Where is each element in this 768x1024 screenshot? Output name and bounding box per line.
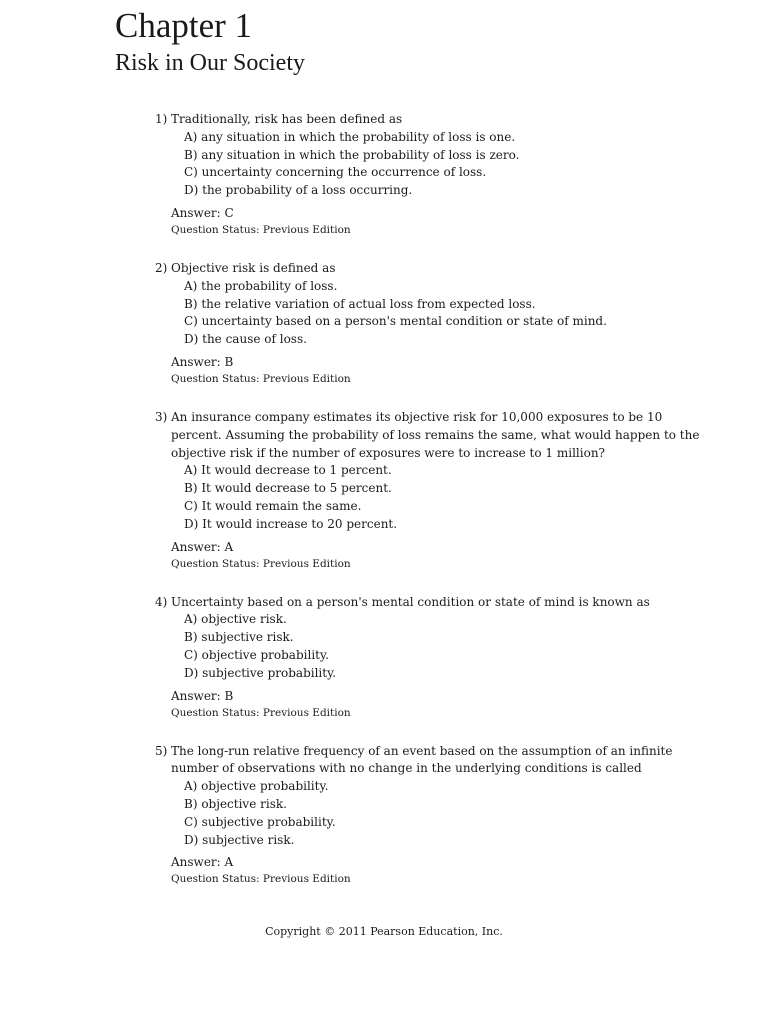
question-list (155, 111, 700, 909)
answer-line: Answer: B (171, 354, 234, 369)
question-5 (155, 743, 700, 888)
question-number: 4) (155, 594, 168, 609)
option-a: A) any situation in which the probability of loss is one. (184, 129, 516, 144)
option-d: D) the cause of loss. (184, 332, 307, 347)
answer-line: Answer: C (171, 205, 234, 220)
question-status: Question Status: Previous Edition (171, 372, 351, 385)
option-c: C) uncertainty concerning the occurrence of loss. (184, 165, 487, 180)
option-a: A) objective risk. (184, 612, 287, 627)
option-d: D) the probability of a loss occurring. (184, 183, 413, 198)
option-c: C) objective probability. (184, 647, 329, 662)
option-b: B) It would decrease to 5 percent. (184, 481, 392, 496)
question-status: Question Status: Previous Edition (171, 873, 351, 886)
option-list (155, 462, 700, 533)
option-c: C) It would remain the same. (184, 498, 362, 513)
answer-line: Answer: B (171, 688, 234, 703)
question-stem: Objective risk is defined as (171, 260, 336, 275)
chapter-subtitle: Risk in Our Society (115, 50, 305, 76)
question-status: Question Status: Previous Edition (171, 557, 351, 570)
option-list (155, 278, 700, 349)
question-stem: Traditionally, risk has been defined as (171, 112, 403, 126)
question-number: 3) (155, 409, 168, 424)
question-3 (155, 409, 700, 572)
question-stem: The long-run relative frequency of an event based on the assumption of an infinite number of observations with no change in the underlying conditions is called (171, 743, 673, 776)
option-a: A) It would decrease to 1 percent. (184, 463, 392, 478)
answer-line: Answer: A (171, 855, 234, 870)
question-number: 2) (155, 260, 168, 275)
option-b: B) the relative variation of actual loss from expected loss. (184, 296, 536, 311)
question-4 (155, 594, 700, 721)
option-list (155, 129, 700, 200)
question-1 (155, 111, 700, 238)
option-b: B) subjective risk. (184, 630, 294, 645)
chapter-title: Chapter 1 (115, 6, 253, 45)
question-status: Question Status: Previous Edition (171, 706, 351, 719)
option-b: B) any situation in which the probability of loss is zero. (184, 147, 520, 162)
option-c: C) uncertainty based on a person's mental condition or state of mind. (184, 314, 607, 329)
option-a: A) the probability of loss. (184, 278, 338, 293)
option-list (155, 778, 700, 849)
option-a: A) objective probability. (184, 779, 329, 794)
option-b: B) objective risk. (184, 796, 287, 811)
option-d: D) subjective risk. (184, 832, 295, 847)
question-2 (155, 260, 700, 387)
question-stem: Uncertainty based on a person's mental condition or state of mind is known as (171, 594, 650, 609)
question-stem: An insurance company estimates its objective risk for 10,000 exposures to be 10 percent. Assuming the probability of loss remains the same, what would happen to the objective risk if the number of exposures were to increase to 1 million? (171, 409, 700, 460)
answer-line: Answer: A (171, 539, 234, 554)
option-d: D) It would increase to 20 percent. (184, 516, 398, 531)
copyright-footer: Copyright © 2011 Pearson Education, Inc. (265, 925, 503, 938)
question-number: 1) (155, 112, 168, 126)
question-status: Question Status: Previous Edition (171, 223, 351, 236)
question-number: 5) (155, 743, 168, 758)
option-list (155, 611, 700, 682)
option-c: C) subjective probability. (184, 814, 336, 829)
option-d: D) subjective probability. (184, 665, 337, 680)
